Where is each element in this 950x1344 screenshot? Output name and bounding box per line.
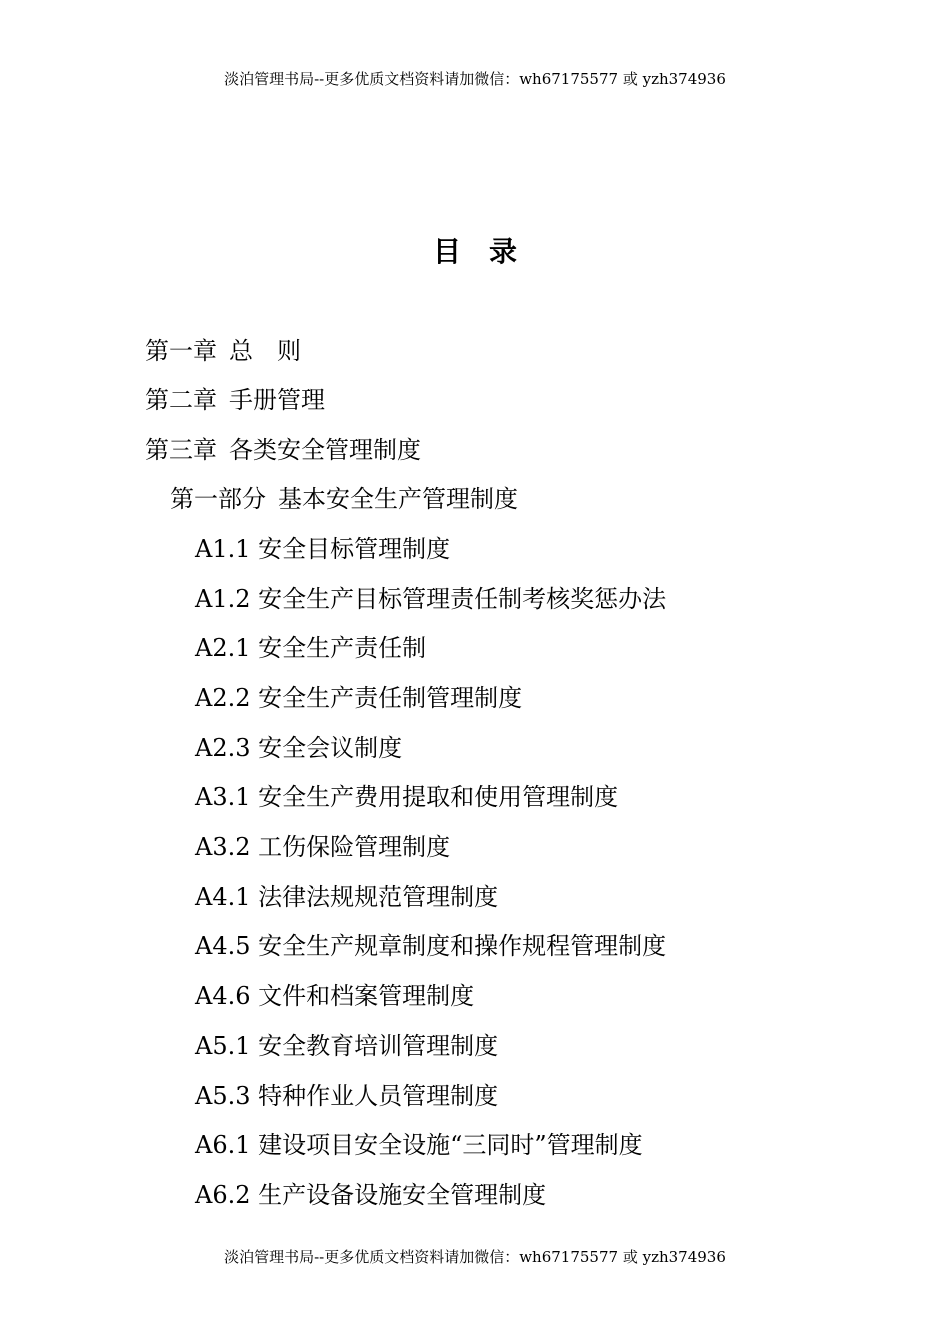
toc-entry[interactable]: [195, 832, 450, 862]
toc-entry-title: 工伤保险管理制度: [258, 833, 451, 861]
toc-entry-code: A6.1: [195, 1131, 251, 1159]
toc-entry-code: A1.1: [195, 535, 251, 563]
toc-entry[interactable]: [195, 584, 666, 614]
toc-entry-title: 安全生产规章制度和操作规程管理制度: [258, 932, 667, 960]
toc-entry[interactable]: [195, 534, 450, 564]
toc-entry-code: A4.5: [195, 932, 251, 960]
toc-entry-code: A4.6: [195, 982, 251, 1010]
toc-chapter-title: 手册管理: [229, 386, 325, 414]
toc-entry-title: 安全生产费用提取和使用管理制度: [258, 783, 619, 811]
toc-entry-code: A2.3: [195, 734, 251, 762]
toc-entry[interactable]: [195, 1130, 643, 1160]
toc-entry[interactable]: [195, 782, 618, 812]
toc-chapter-title: 各类安全管理制度: [229, 436, 421, 464]
toc-entry[interactable]: [195, 1180, 546, 1210]
toc-entry-title: 生产设备设施安全管理制度: [258, 1181, 547, 1209]
toc-entry[interactable]: [195, 882, 498, 912]
toc-entry[interactable]: [195, 733, 402, 763]
toc-entry-title: 建设项目安全设施“三同时”管理制度: [258, 1131, 643, 1159]
toc-entry-title: 安全生产责任制: [258, 634, 427, 662]
toc-entry-code: A4.1: [195, 883, 251, 911]
toc-entry-title: 安全教育培训管理制度: [258, 1032, 499, 1060]
toc-entry-title: 安全生产责任制管理制度: [258, 684, 523, 712]
toc-entry-title: 法律法规规范管理制度: [258, 883, 499, 911]
toc-entry-code: A6.2: [195, 1181, 251, 1209]
toc-chapter-3[interactable]: [145, 435, 421, 465]
toc-entry-code: A3.2: [195, 833, 251, 861]
toc-entry-code: A2.2: [195, 684, 251, 712]
page-header-note: 淡泊管理书局--更多优质文档资料请加微信：wh67175577 或 yzh374936: [224, 70, 726, 88]
toc-chapter-2[interactable]: [145, 385, 325, 415]
toc-entry-title: 特种作业人员管理制度: [258, 1082, 499, 1110]
toc-entry-title: 安全目标管理制度: [258, 535, 451, 563]
toc-entry[interactable]: [195, 1031, 498, 1061]
toc-chapter-number: 第一章: [145, 337, 217, 365]
toc-chapter-number: 第二章: [145, 386, 217, 414]
toc-entry-code: A5.1: [195, 1032, 251, 1060]
page-footer-note: 淡泊管理书局--更多优质文档资料请加微信：wh67175577 或 yzh374936: [224, 1248, 726, 1266]
toc-chapter-number: 第三章: [145, 436, 217, 464]
toc-entry-title: 安全生产目标管理责任制考核奖惩办法: [258, 585, 667, 613]
toc-entry-code: A5.3: [195, 1082, 251, 1110]
toc-entry[interactable]: [195, 633, 426, 663]
toc-part-number: 第一部分: [170, 485, 266, 513]
toc-entry[interactable]: [195, 683, 522, 713]
toc-part-title: 基本安全生产管理制度: [278, 485, 518, 513]
toc-chapter-title: 总 则: [229, 337, 301, 365]
toc-title: 目录: [432, 235, 545, 268]
toc-entry-code: A3.1: [195, 783, 251, 811]
toc-entry[interactable]: [195, 1081, 498, 1111]
toc-entry[interactable]: [195, 981, 474, 1011]
toc-chapter-1[interactable]: [145, 336, 301, 366]
toc-part-1[interactable]: [170, 484, 518, 514]
toc-entry-code: A1.2: [195, 585, 251, 613]
toc-entry-title: 安全会议制度: [258, 734, 403, 762]
toc-entry[interactable]: [195, 931, 666, 961]
toc-entry-code: A2.1: [195, 634, 251, 662]
toc-entry-title: 文件和档案管理制度: [258, 982, 475, 1010]
